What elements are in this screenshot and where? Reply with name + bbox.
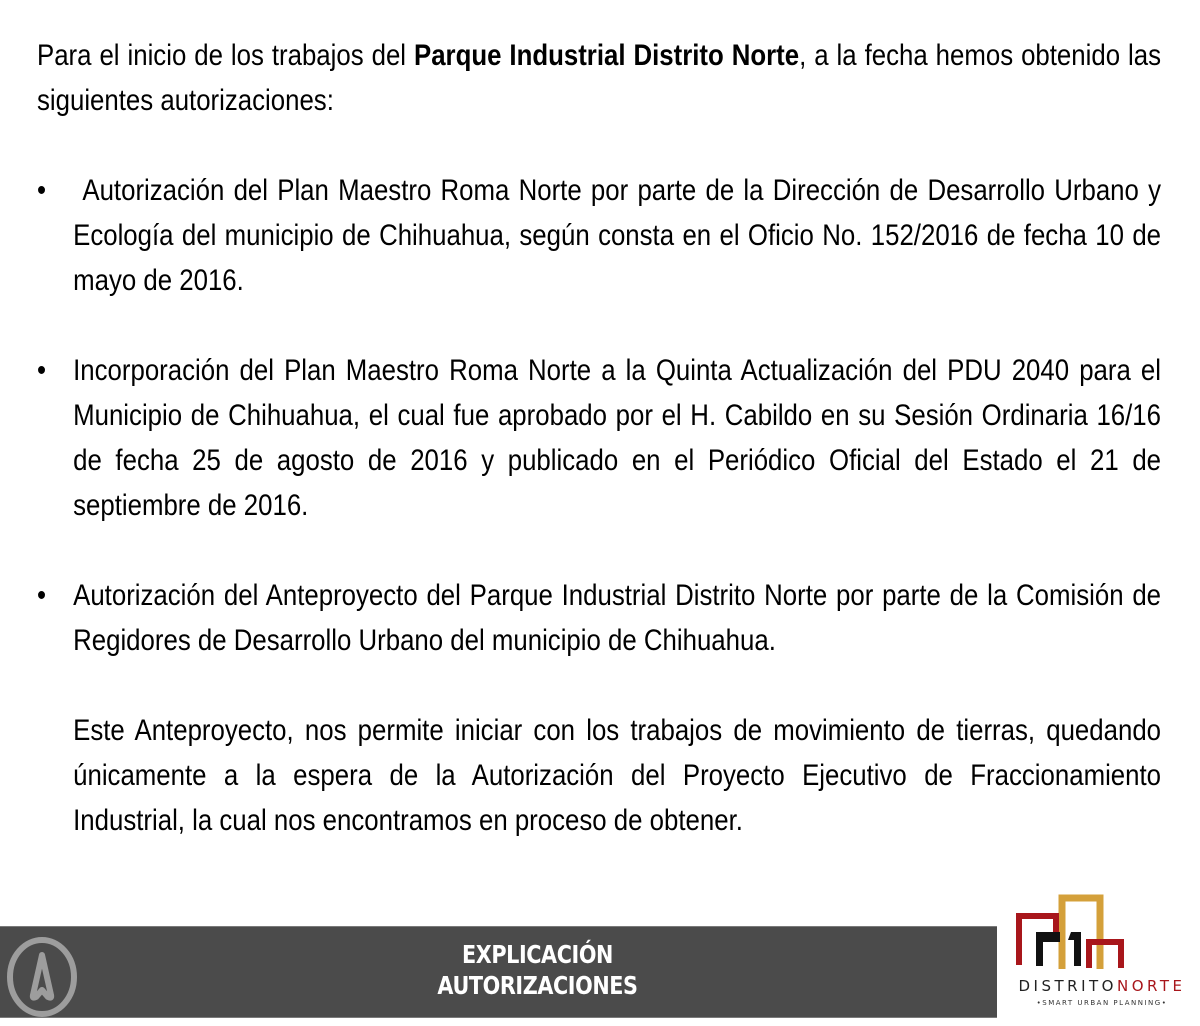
list-item-text: Incorporación del Plan Maestro Roma Norte a la Quinta Actualización del PDU 2040 para el Municipio de Chihuahua, el cual fue aprobado por el H. Cabildo en su Sesión Ordinaria 16/16 de fecha 25 de agosto de 2016 y publicado en el Periódico Oficial del Estado el 21 de septiembre de 2016.: [73, 354, 1162, 522]
list-item-anteproyecto: [37, 573, 1161, 663]
footer-title-bar: [0, 926, 997, 1018]
logo-wordmark-distrito: DISTRITO: [1018, 977, 1117, 995]
bullet-icon: •: [37, 354, 47, 387]
intro-text: Para el inicio de los trabajos del: [37, 39, 414, 72]
section-title-line2: AUTORIZACIONES: [437, 971, 638, 1000]
document-body: [37, 33, 1169, 843]
list-item-text: Autorización del Plan Maestro Roma Norte por parte de la Dirección de Desarrollo Urbano y Ecología del municipio de Chihuahua, según consta en el Oficio No. 152/2016 de fecha 10 de mayo de 2016.: [73, 174, 1169, 297]
logo-wordmark-norte: NORTE: [1116, 977, 1186, 995]
section-title: [91, 939, 983, 1001]
intro-text-end: , a la fecha hemos obtenido las siguientes autorizaciones:: [37, 39, 1162, 117]
bullet-icon: •: [37, 579, 47, 612]
intro-paragraph: [37, 33, 1161, 123]
navigation-arrow-icon: [6, 937, 78, 1017]
anteproyecto-followup-paragraph: Este Anteproyecto, nos permite iniciar con los trabajos de movimiento de tierras, quedando únicamente a la espera de la Autorización del Proyecto Ejecutivo de Fraccionamiento Industrial, la cual nos encontramos en proceso de obtener.: [73, 714, 1162, 837]
logo-tagline: •SMART URBAN PLANNING•: [1036, 999, 1168, 1007]
list-item-incorporation-pdu: [37, 348, 1161, 528]
list-item-authorization-plan-maestro: [37, 168, 1169, 303]
logo-wordmark: [1002, 977, 1200, 995]
bullet-icon: •: [37, 174, 47, 207]
project-name: Parque Industrial Distrito Norte: [413, 39, 800, 72]
section-title-line1: EXPLICACIÓN: [461, 940, 614, 969]
list-item-text: Autorización del Anteproyecto del Parque Industrial Distrito Norte por parte de la Comisión de Regidores de Desarrollo Urbano del municipio de Chihuahua.: [73, 579, 1162, 657]
